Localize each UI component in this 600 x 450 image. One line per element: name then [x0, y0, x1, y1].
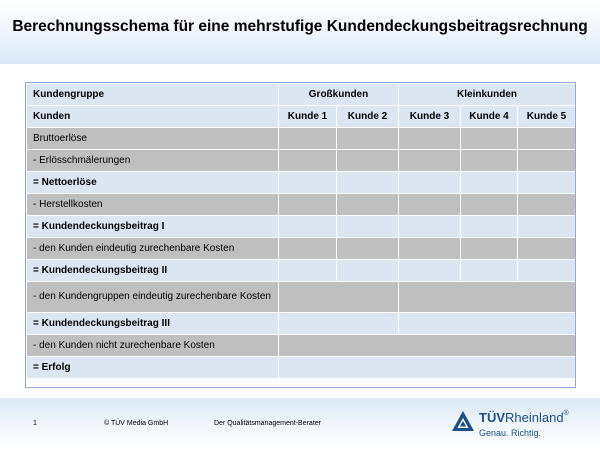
- table-cell: [461, 194, 518, 216]
- table-row: [27, 238, 576, 260]
- logo-wordmark: [479, 410, 569, 425]
- table-cell: [461, 128, 518, 150]
- group-cell-kleinkunden: [399, 282, 576, 313]
- table-cell: [518, 260, 576, 282]
- table-row: [27, 128, 576, 150]
- logo-brand-bold: TÜV: [479, 410, 505, 425]
- table-cell: [337, 260, 399, 282]
- logo-slogan: Genau. Richtig.: [479, 428, 542, 438]
- header-kunde-2: Kunde 2: [337, 106, 399, 128]
- table-cell: [461, 238, 518, 260]
- page-number: 1: [33, 420, 37, 427]
- row-label: = Kundendeckungsbeitrag III: [27, 313, 279, 335]
- header-kunde-4: Kunde 4: [461, 106, 518, 128]
- table-cell: [518, 150, 576, 172]
- group-cell-grosskunden: [279, 313, 399, 335]
- table-cell: [279, 260, 337, 282]
- group-header-row: [27, 84, 576, 106]
- table-cell: [399, 216, 461, 238]
- tuv-rheinland-logo: [451, 408, 571, 442]
- footer-tagline: Der Qualitätsmanagement-Berater: [214, 420, 321, 427]
- row-label: - Herstellkosten: [27, 194, 279, 216]
- table-cell: [337, 150, 399, 172]
- header-grosskunden: Großkunden: [279, 84, 399, 106]
- row-label: = Kundendeckungsbeitrag I: [27, 216, 279, 238]
- table-cell: [279, 128, 337, 150]
- table-cell: [337, 238, 399, 260]
- copyright-text: © TÜV Media GmbH: [104, 420, 169, 427]
- group-cell-kleinkunden: [399, 313, 576, 335]
- triangle-logo-icon: [451, 410, 475, 432]
- table-row: [27, 335, 576, 357]
- table-cell: [518, 194, 576, 216]
- calculation-table: [26, 83, 575, 379]
- table-cell: [518, 216, 576, 238]
- table-cell: [461, 172, 518, 194]
- table-cell: [337, 128, 399, 150]
- table-cell: [399, 238, 461, 260]
- table-row: [27, 216, 576, 238]
- table-row: [27, 260, 576, 282]
- table-cell: [399, 260, 461, 282]
- slide-title: Berechnungsschema für eine mehrstufige Kundendeckungsbeitragsrechnung: [12, 18, 588, 35]
- table-row: [27, 313, 576, 335]
- header-kleinkunden: Kleinkunden: [399, 84, 576, 106]
- total-cell: [279, 335, 576, 357]
- table-cell: [518, 238, 576, 260]
- header-kunde-5: Kunde 5: [518, 106, 576, 128]
- table-row: [27, 194, 576, 216]
- table-cell: [518, 172, 576, 194]
- row-label: - den Kunden nicht zurechenbare Kosten: [27, 335, 279, 357]
- table-cell: [337, 216, 399, 238]
- table-row: [27, 150, 576, 172]
- table-cell: [399, 172, 461, 194]
- table-cell: [399, 150, 461, 172]
- row-label: Bruttoerlöse: [27, 128, 279, 150]
- header-kunde-1: Kunde 1: [279, 106, 337, 128]
- table-row: [27, 282, 576, 313]
- table-cell: [518, 128, 576, 150]
- row-label: - Erlösschmälerungen: [27, 150, 279, 172]
- table-cell: [279, 216, 337, 238]
- header-kunde-3: Kunde 3: [399, 106, 461, 128]
- table-cell: [399, 128, 461, 150]
- table-cell: [279, 150, 337, 172]
- logo-brand-rest: Rheinland: [505, 410, 564, 425]
- table-cell: [337, 172, 399, 194]
- table-cell: [461, 216, 518, 238]
- total-cell: [279, 357, 576, 379]
- row-label: = Erfolg: [27, 357, 279, 379]
- row-label: = Nettoerlöse: [27, 172, 279, 194]
- header-kunden: Kunden: [27, 106, 279, 128]
- table-row: [27, 357, 576, 379]
- row-label: - den Kundengruppen eindeutig zurechenbare Kosten: [27, 282, 279, 313]
- row-label: - den Kunden eindeutig zurechenbare Kosten: [27, 238, 279, 260]
- table-row: [27, 172, 576, 194]
- header-kundengruppe: Kundengruppe: [27, 84, 279, 106]
- table-cell: [337, 194, 399, 216]
- group-cell-grosskunden: [279, 282, 399, 313]
- table-cell: [279, 238, 337, 260]
- table-cell: [279, 194, 337, 216]
- row-label: = Kundendeckungsbeitrag II: [27, 260, 279, 282]
- table-cell: [461, 150, 518, 172]
- table-cell: [461, 260, 518, 282]
- table-cell: [399, 194, 461, 216]
- customer-header-row: [27, 106, 576, 128]
- registered-mark: ®: [563, 410, 569, 417]
- table-cell: [279, 172, 337, 194]
